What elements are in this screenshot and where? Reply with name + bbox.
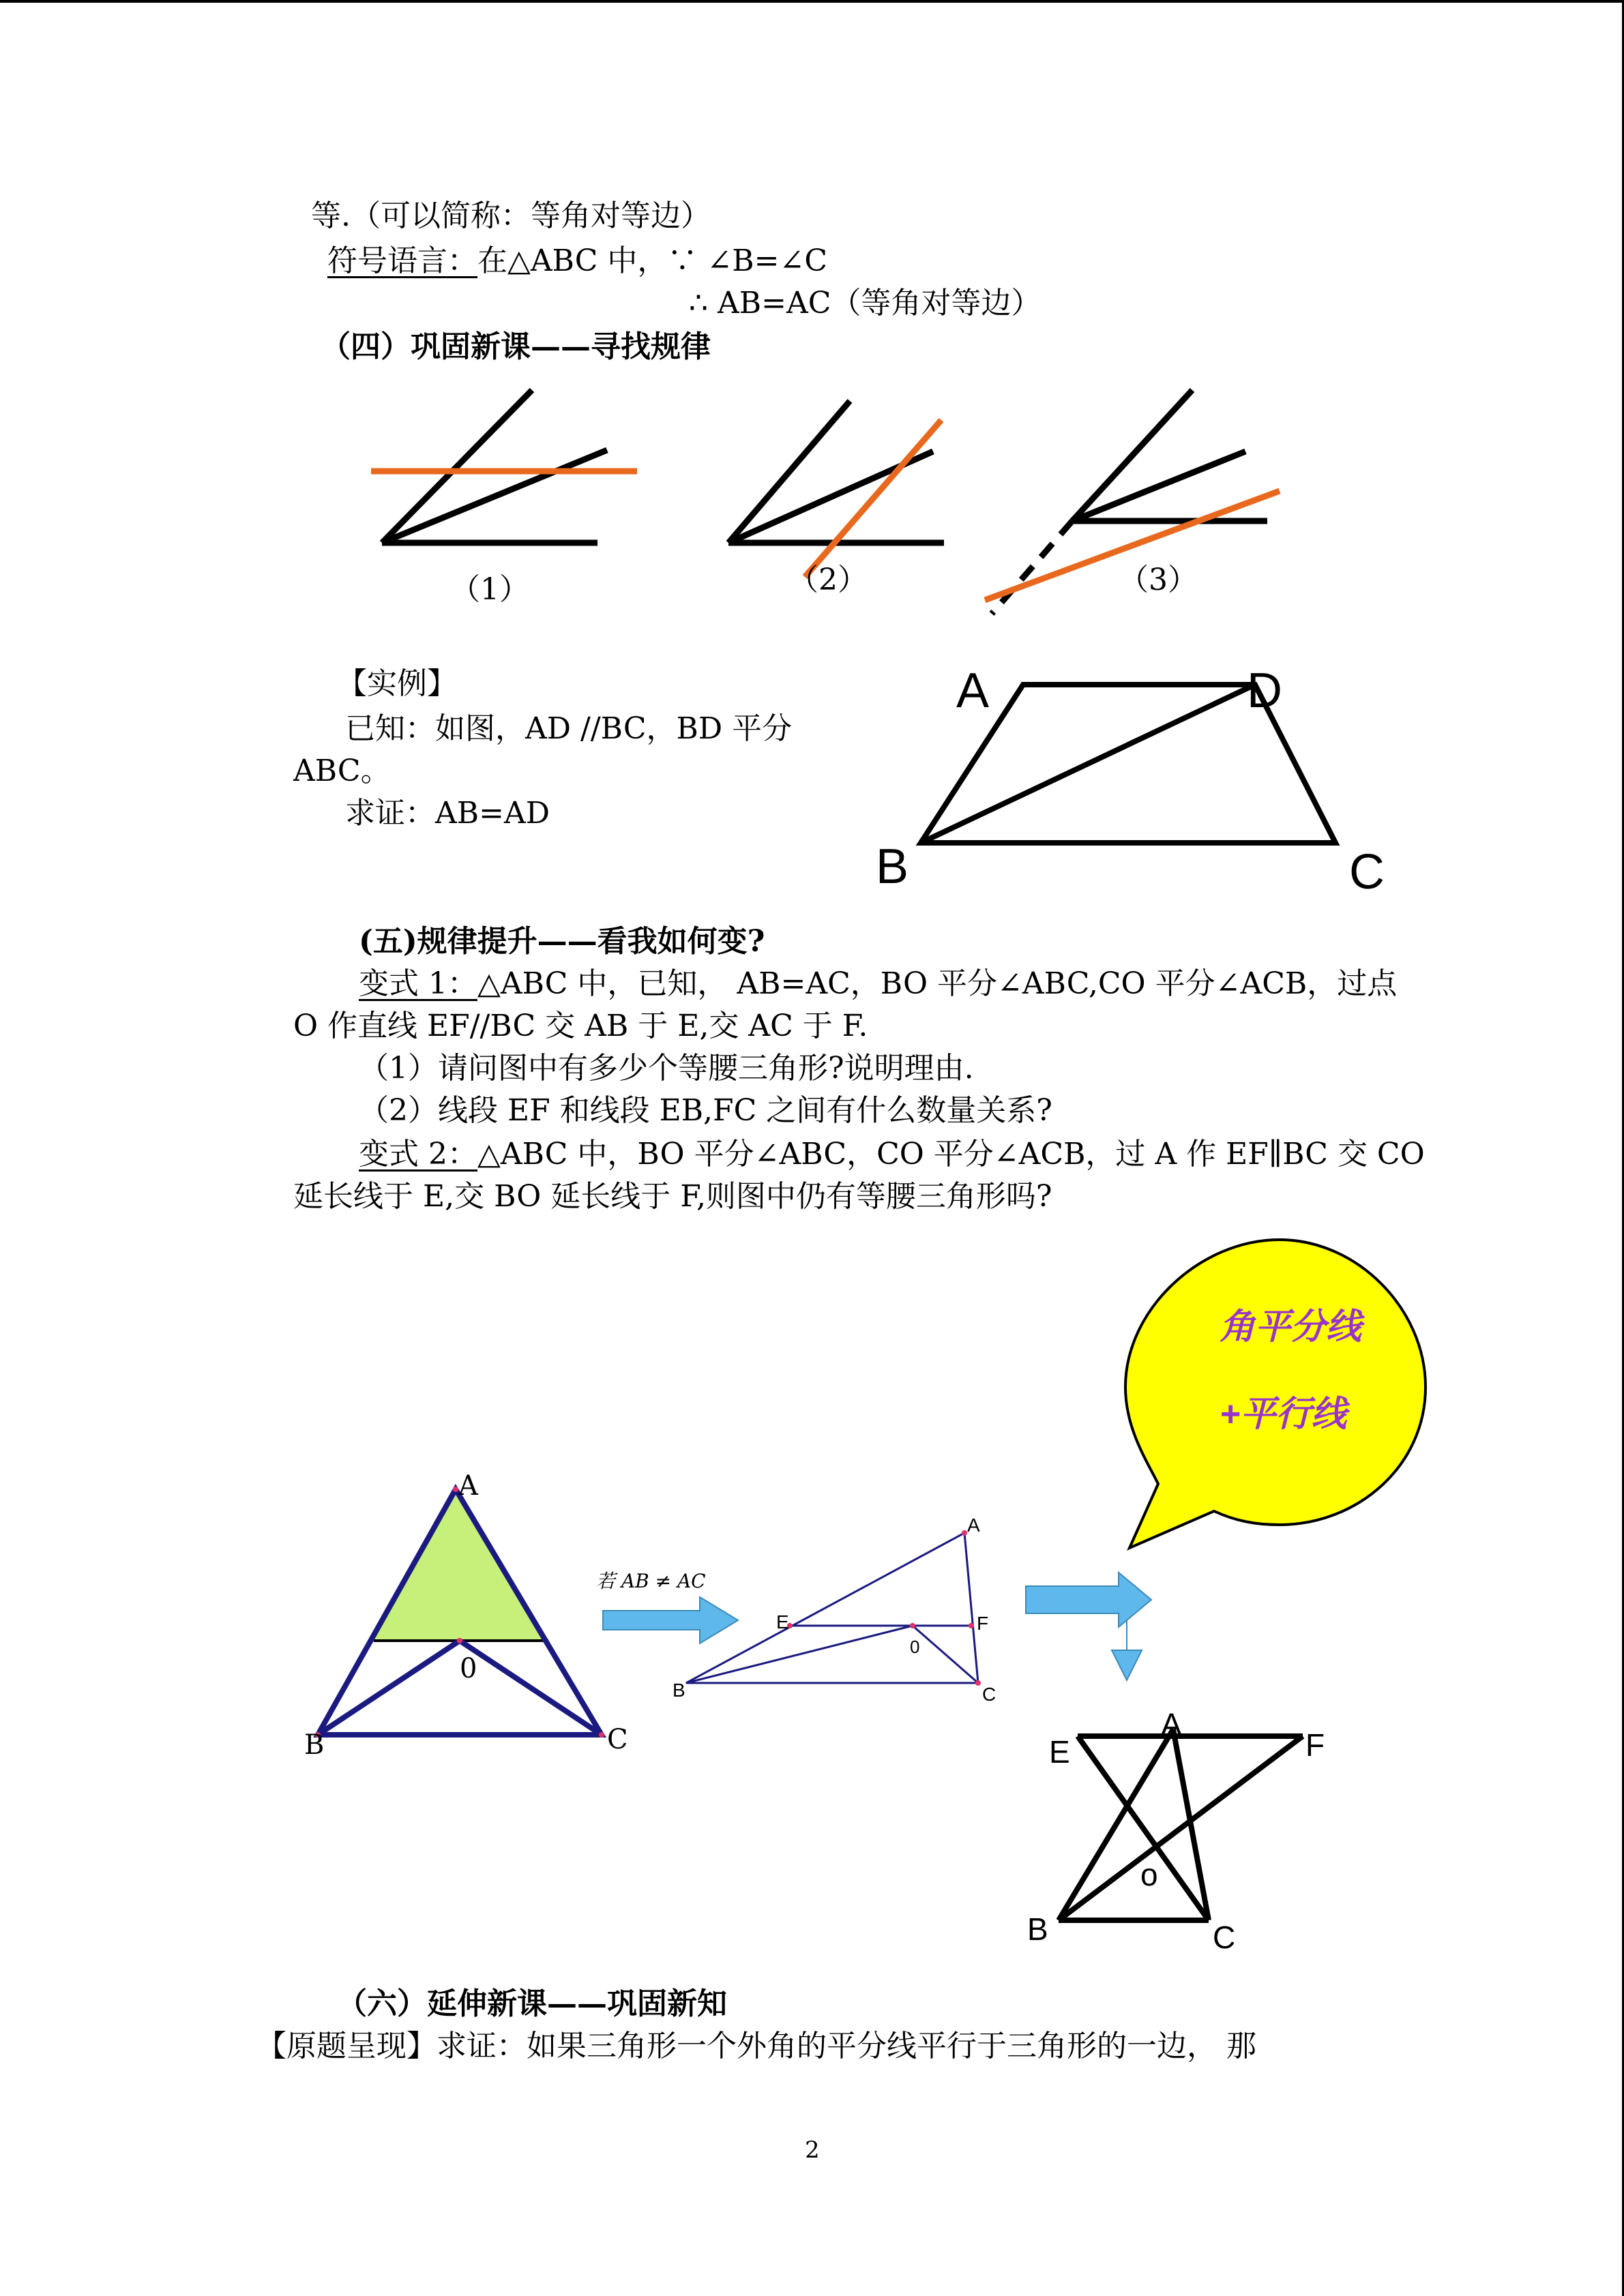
arrow-caption: 若 AB ≠ AC: [596, 1570, 706, 1592]
symbol-text: 在△ABC 中，∵ ∠B=∠C: [477, 243, 828, 278]
triangle2-co: [913, 1626, 978, 1683]
section6-line: 【原题呈现】求证：如果三角形一个外角的平分线平行于三角形的一边， 那: [256, 2029, 1256, 2063]
tri3-label-f: F: [1305, 1727, 1325, 1763]
variant1-line2: O 作直线 EF//BC 交 AB 于 E,交 AC 于 F.: [293, 1009, 868, 1043]
line-co: [460, 1641, 602, 1735]
question-1: （1）请问图中有多少个等腰三角形?说明理由.: [359, 1051, 974, 1086]
vertex-a: A: [956, 664, 990, 718]
vertex-c: C: [1349, 845, 1385, 899]
question-2: （2）线段 EF 和线段 EB,FC 之间有什么数量关系?: [359, 1093, 1052, 1128]
tri3-label-b: B: [1027, 1911, 1048, 1947]
tri2-label-o: 0: [910, 1637, 920, 1657]
section5-heading: (五)规律提升——看我如何变?: [359, 924, 765, 959]
vertex-d: D: [1247, 664, 1282, 718]
fig2-label: （2）: [788, 563, 868, 597]
variant2-line2: 延长线于 E,交 BO 延长线于 F,则图中仍有等腰三角形吗?: [293, 1179, 1052, 1214]
example-given-cont: ABC。: [293, 754, 391, 788]
symbol-label: 符号语言：: [327, 243, 477, 278]
triangle2-abc: [686, 1533, 978, 1683]
tri1-label-b: B: [304, 1729, 325, 1761]
triangle2-bo: [686, 1626, 913, 1683]
variant2-label: 变式 2：: [359, 1137, 477, 1172]
tri2-label-a: A: [967, 1515, 980, 1536]
fig3-label: （3）: [1119, 563, 1198, 597]
tri2-label-e: E: [776, 1611, 789, 1632]
example-prove: 求证：AB=AD: [345, 796, 550, 831]
point-o: [457, 1638, 462, 1643]
conclusion: ∴ AB=AC（等角对等边）: [689, 286, 1042, 320]
tri3-label-a: A: [1161, 1707, 1182, 1742]
variant1-text: △ABC 中，已知， AB=AC，BO 平分∠ABC,CO 平分∠ACB，过点: [477, 966, 1398, 1001]
tri2-label-f: F: [977, 1613, 989, 1634]
page-number: 2: [805, 2136, 820, 2164]
point-c: [599, 1732, 604, 1738]
fig1-label: （1）: [450, 572, 529, 607]
tri2-label-b: B: [673, 1680, 685, 1701]
arrow-right-icon: [603, 1597, 738, 1643]
variant1-label: 变式 1：: [359, 966, 477, 1001]
example-given: 已知：如图，AD //BC，BD 平分: [345, 711, 793, 746]
arrow-bent-icon: [1026, 1572, 1151, 1680]
line-bo: [318, 1641, 460, 1735]
tri3-label-e: E: [1049, 1734, 1070, 1770]
section4-heading: （四）巩固新课——寻找规律: [321, 329, 711, 364]
intro-line: 等.（可以简称：等角对等边）: [311, 198, 711, 233]
tri2-label-c: C: [982, 1684, 996, 1705]
vertex-b: B: [876, 839, 909, 894]
variant2-text: △ABC 中，BO 平分∠ABC，CO 平分∠ACB，过 A 作 EF∥BC 交 CO: [477, 1137, 1425, 1172]
tri3-label-c: C: [1213, 1920, 1236, 1955]
isosceles-triangle: [315, 1487, 604, 1738]
tri1-label-o: 0: [460, 1653, 477, 1684]
scalene-triangle: [686, 1530, 981, 1686]
tri3-label-o: o: [1140, 1857, 1158, 1892]
point-a: [453, 1487, 458, 1492]
example-title: 【实例】: [337, 666, 457, 701]
bubble-line-1: 角平分线: [1220, 1307, 1362, 1347]
variant2-figure: [1059, 1729, 1303, 1920]
upper-region-fill: [374, 1489, 548, 1641]
tri1-label-c: C: [607, 1724, 628, 1755]
section6-heading: （六）延伸新课——巩固新知: [337, 1986, 727, 2021]
tri1-label-a: A: [458, 1470, 478, 1502]
bubble-line-2: +平行线: [1220, 1395, 1347, 1434]
